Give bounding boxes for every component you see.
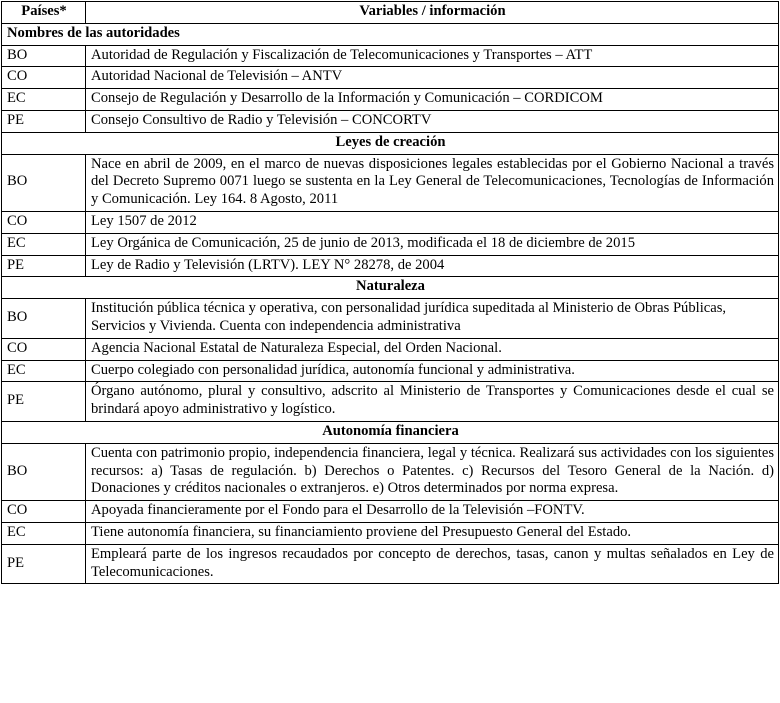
table-row [2, 443, 779, 500]
table-row [2, 110, 779, 132]
comparative-authorities-table [1, 1, 779, 584]
country-code-cell: EC [2, 522, 86, 544]
country-value-cell: Apoyada financieramente por el Fondo para el Desarrollo de la Televisión –FONTV. [86, 501, 779, 523]
table-row [2, 501, 779, 523]
country-code-cell: PE [2, 382, 86, 422]
table-row [2, 360, 779, 382]
country-code-cell: BO [2, 45, 86, 67]
country-code-cell: CO [2, 338, 86, 360]
section-title-naturaleza: Naturaleza [2, 277, 779, 299]
table-row [2, 67, 779, 89]
table-body [2, 2, 779, 584]
country-code-cell: CO [2, 501, 86, 523]
section-header-row [2, 421, 779, 443]
country-value-cell: Órgano autónomo, plural y consultivo, adscrito al Ministerio de Transportes y Comunicaciones desde el cual se brindará apoyo administrativo y logístico. [86, 382, 779, 422]
document-table-container [0, 1, 780, 584]
country-value-cell: Autoridad de Regulación y Fiscalización de Telecomunicaciones y Transportes – ATT [86, 45, 779, 67]
section-title-nombres-de-las-autoridades: Nombres de las autoridades [2, 23, 779, 45]
country-value-cell: Nace en abril de 2009, en el marco de nuevas disposiciones legales establecidas por el Gobierno Nacional a través del Decreto Supremo 0071 luego se sustenta en la Ley General de Telecomunicaciones, Tecnologías de Información y Comunicación. Ley 164. 8 Agosto, 2011 [86, 154, 779, 211]
country-value-cell: Ley 1507 de 2012 [86, 211, 779, 233]
table-row [2, 211, 779, 233]
section-header-row [2, 132, 779, 154]
country-code-cell: EC [2, 360, 86, 382]
country-code-cell: BO [2, 154, 86, 211]
section-header-row [2, 23, 779, 45]
country-value-cell: Tiene autonomía financiera, su financiamiento proviene del Presupuesto General del Estado. [86, 522, 779, 544]
country-value-cell: Institución pública técnica y operativa, con personalidad jurídica supeditada al Ministerio de Obras Públicas, Servicios y Vivienda. Cuenta con independencia administrativa [86, 299, 779, 339]
country-value-cell: Ley de Radio y Televisión (LRTV). LEY N° 28278, de 2004 [86, 255, 779, 277]
country-code-cell: EC [2, 89, 86, 111]
country-code-cell: PE [2, 255, 86, 277]
section-title-leyes-de-creacion: Leyes de creación [2, 132, 779, 154]
table-row [2, 233, 779, 255]
country-value-cell: Empleará parte de los ingresos recaudados por concepto de derechos, tasas, canon y multas señalados en Ley de Telecomunicaciones. [86, 544, 779, 584]
country-value-cell: Cuenta con patrimonio propio, independencia financiera, legal y técnica. Realizará sus actividades con los siguientes recursos: a) Tasas de regulación. b) Derechos o Patentes. c) Recursos del Tesoro General de la Nación. d) Donaciones y créditos nacionales o extranjeros. e) Otros determinados por norma expresa. [86, 443, 779, 500]
table-row [2, 544, 779, 584]
section-header-row [2, 277, 779, 299]
country-code-cell: CO [2, 211, 86, 233]
table-row [2, 45, 779, 67]
country-code-cell: CO [2, 67, 86, 89]
country-code-cell: EC [2, 233, 86, 255]
table-row [2, 522, 779, 544]
country-value-cell: Ley Orgánica de Comunicación, 25 de junio de 2013, modificada el 18 de diciembre de 2015 [86, 233, 779, 255]
table-row [2, 255, 779, 277]
country-code-cell: PE [2, 110, 86, 132]
country-value-cell: Consejo Consultivo de Radio y Televisión – CONCORTV [86, 110, 779, 132]
country-code-cell: BO [2, 443, 86, 500]
country-value-cell: Agencia Nacional Estatal de Naturaleza Especial, del Orden Nacional. [86, 338, 779, 360]
column-header-variables: Variables / información [86, 2, 779, 24]
table-row [2, 338, 779, 360]
table-row [2, 154, 779, 211]
country-code-cell: PE [2, 544, 86, 584]
section-title-autonomia-financiera: Autonomía financiera [2, 421, 779, 443]
table-row [2, 382, 779, 422]
country-value-cell: Consejo de Regulación y Desarrollo de la Información y Comunicación – CORDICOM [86, 89, 779, 111]
country-value-cell: Cuerpo colegiado con personalidad jurídica, autonomía funcional y administrativa. [86, 360, 779, 382]
column-header-countries: Países* [2, 2, 86, 24]
country-value-cell: Autoridad Nacional de Televisión – ANTV [86, 67, 779, 89]
table-row [2, 299, 779, 339]
table-header-row [2, 2, 779, 24]
table-row [2, 89, 779, 111]
country-code-cell: BO [2, 299, 86, 339]
